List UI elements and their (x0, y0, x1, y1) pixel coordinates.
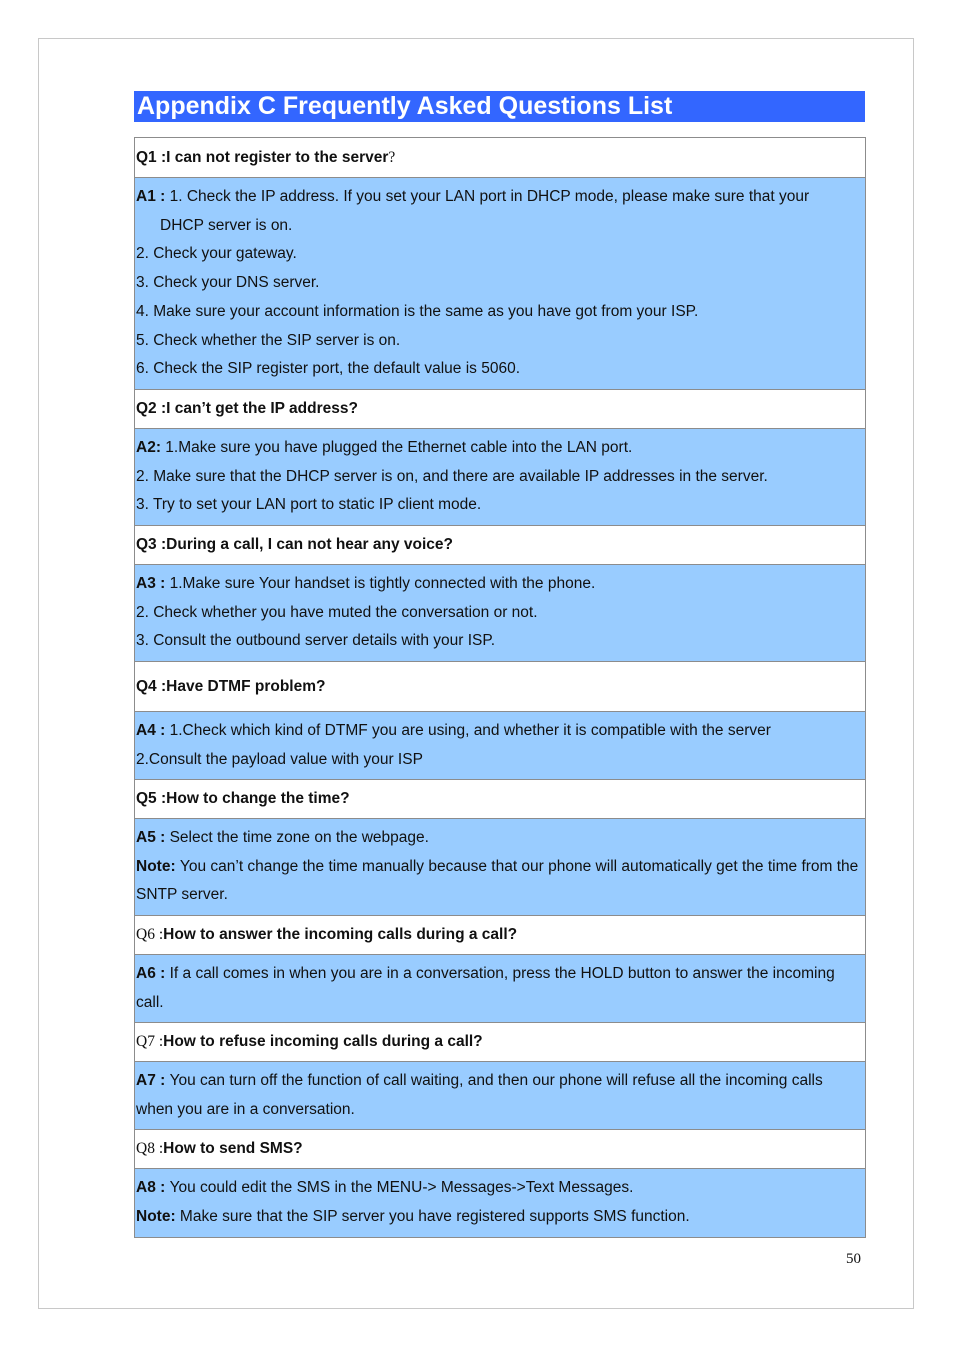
answer-text: 1.Make sure Your handset is tightly connected with the phone. (169, 574, 596, 592)
answer-text: If a call comes in when you are in a conversation, press the HOLD button to answer the incoming call. (136, 964, 835, 1011)
question-text: How to change the time? (166, 790, 350, 807)
question-text: During a call, I can not hear any voice? (166, 536, 453, 553)
question-prefix: Q4 : (136, 677, 167, 695)
answer-line: 2. Check whether you have muted the conversation or not. (136, 603, 538, 621)
question-prefix: Q2 : (136, 400, 167, 417)
question-row (135, 138, 865, 178)
answer-row (135, 819, 865, 916)
faq-table (134, 137, 866, 1238)
question-row (135, 390, 865, 429)
question-row (135, 780, 865, 819)
answer-line (136, 1067, 864, 1125)
answer-row (135, 1062, 865, 1130)
answer-label: A7 : (136, 1071, 170, 1089)
note-label: Note: (136, 1208, 180, 1225)
answer-row (135, 565, 865, 662)
answer-row (135, 712, 865, 780)
question-row (135, 1023, 865, 1062)
question-prefix: Q6 : (136, 926, 164, 943)
question-text: How to send SMS? (163, 1140, 303, 1157)
question-prefix: Q8 : (136, 1140, 164, 1157)
note-text: Make sure that the SIP server you have registered supports SMS function. (179, 1208, 690, 1225)
answer-line: 2. Make sure that the DHCP server is on, and there are available IP addresses in the server. (136, 467, 768, 485)
answer-line: 3. Consult the outbound server details with your ISP. (136, 632, 496, 650)
answer-text: 1.Check which kind of DTMF you are using, and whether it is compatible with the server (169, 721, 771, 739)
answer-label: A4 : (136, 721, 170, 739)
note-text: You can’t change the time manually because that our phone will automatically get the time from the SNTP server. (136, 857, 859, 904)
answer-row (135, 955, 865, 1023)
answer-row (135, 178, 865, 390)
answer-line (136, 434, 864, 463)
answer-text: You can turn off the function of call waiting, and then our phone will refuse all the incoming calls when you are in a conversation. (136, 1071, 823, 1118)
page-number: 50 (846, 1251, 861, 1267)
answer-line: 3. Check your DNS server. (136, 274, 320, 292)
answer-line: 3. Try to set your LAN port to static IP client mode. (136, 496, 482, 514)
question-row (135, 916, 865, 955)
question-text: How to refuse incoming calls during a call? (163, 1033, 483, 1050)
question-text: How to answer the incoming calls during a call? (163, 926, 518, 943)
question-row (135, 662, 865, 712)
question-prefix: Q7 : (136, 1033, 164, 1050)
question-prefix: Q3 : (136, 536, 167, 553)
answer-line (136, 570, 864, 599)
note-line (136, 853, 864, 911)
answer-text: 1.Make sure you have plugged the Ethernet cable into the LAN port. (165, 438, 633, 456)
question-text: I can’t get the IP address? (166, 400, 358, 417)
answer-row (135, 429, 865, 526)
note-label: Note: (136, 857, 180, 875)
answer-line (136, 824, 864, 853)
answer-row (135, 1169, 865, 1237)
answer-text: 1. Check the IP address. If you set your LAN port in DHCP mode, please make sure that your (169, 187, 810, 205)
answer-label: A1 : (136, 187, 170, 205)
page-title: Appendix C Frequently Asked Questions List (134, 91, 865, 122)
answer-line: 5. Check whether the SIP server is on. (136, 331, 401, 349)
question-prefix: Q5 : (136, 790, 167, 807)
answer-line (136, 1174, 864, 1203)
answer-line (136, 183, 864, 212)
question-row (135, 1130, 865, 1169)
answer-line: 6. Check the SIP register port, the default value is 5060. (136, 360, 520, 378)
answer-line (136, 960, 864, 1018)
answer-text: You could edit the SMS in the MENU-> Messages->Text Messages. (169, 1179, 634, 1197)
answer-label: A8 : (136, 1179, 170, 1197)
answer-line (136, 717, 864, 746)
answer-label: A2: (136, 438, 166, 456)
question-mark: ? (388, 148, 396, 166)
answer-line: DHCP server is on. (160, 216, 293, 234)
answer-line: 2.Consult the payload value with your ISP (136, 750, 423, 768)
answer-line: 4. Make sure your account information is the same as you have got from your ISP. (136, 302, 699, 320)
question-text: I can not register to the server (166, 148, 389, 166)
answer-label: A6 : (136, 964, 170, 982)
answer-line: 2. Check your gateway. (136, 245, 297, 263)
question-row (135, 526, 865, 565)
note-line (136, 1203, 864, 1232)
answer-label: A5 : (136, 828, 170, 846)
question-text: Have DTMF problem? (166, 677, 326, 695)
question-prefix: Q1 : (136, 148, 167, 166)
answer-label: A3 : (136, 574, 170, 592)
answer-text: Select the time zone on the webpage. (169, 828, 429, 846)
